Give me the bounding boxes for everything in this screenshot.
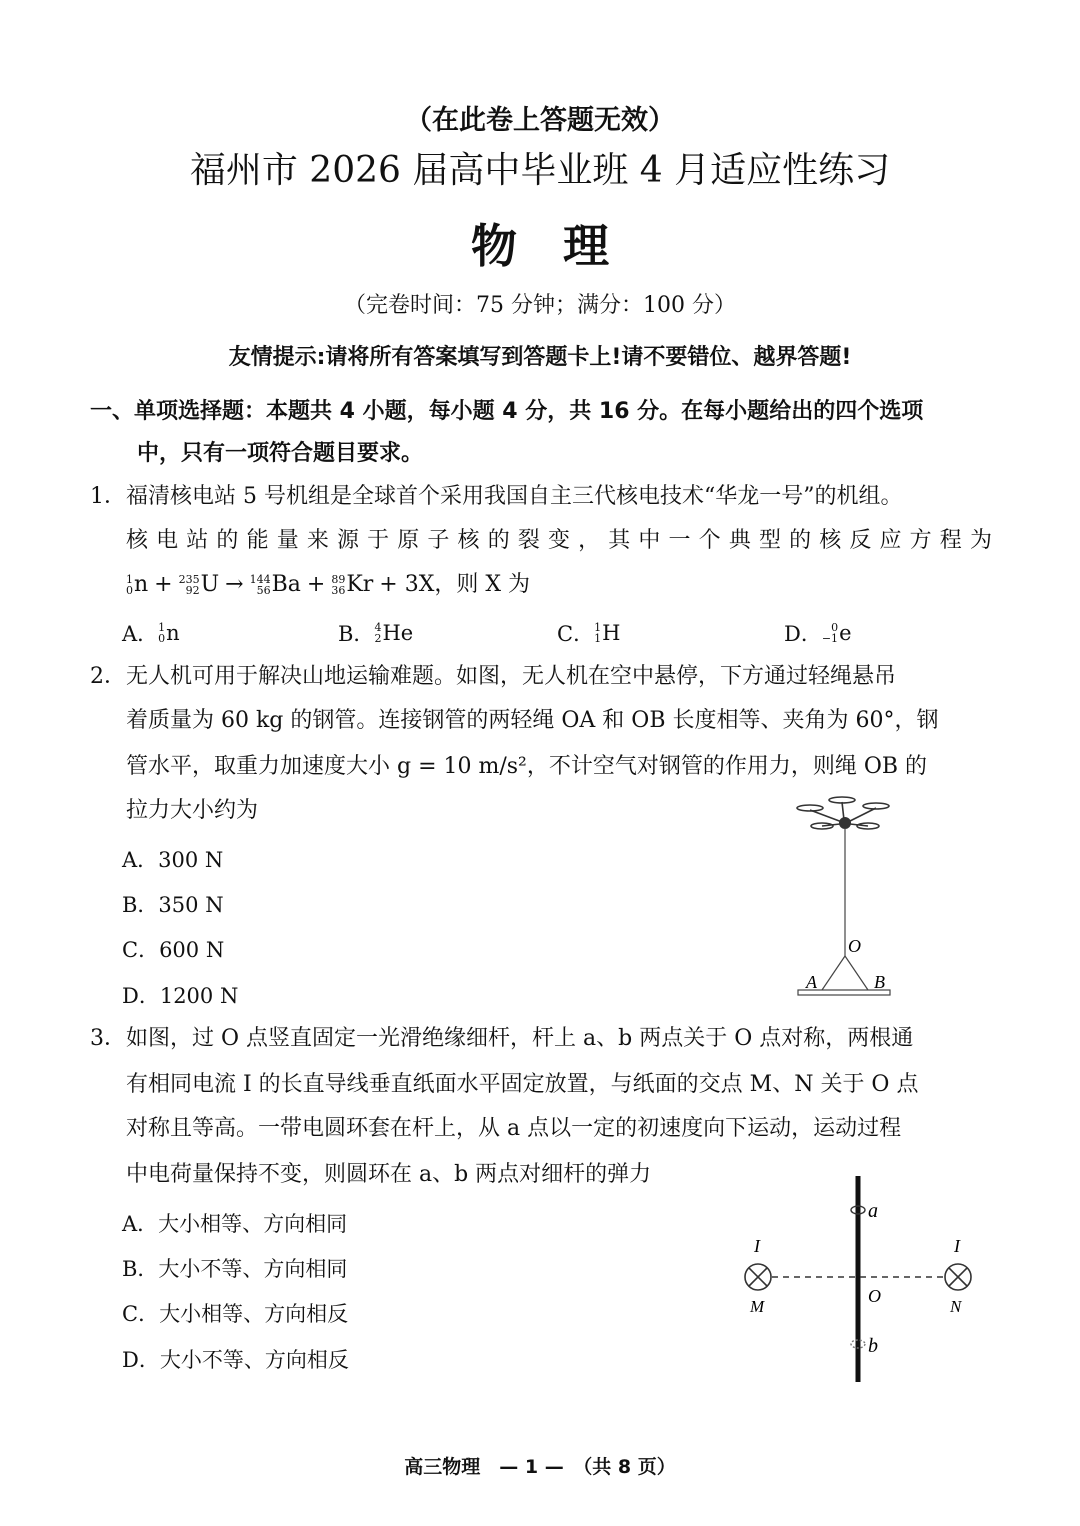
q1-line2-char: 应 [879,528,902,553]
q3-option-a: A．大小相等、方向相同 [122,1212,348,1236]
time-info: （完卷时间：75 分钟；满分：100 分） [344,293,736,318]
q1-line2-char: 为 [969,528,992,553]
drone-body [839,817,851,829]
q3-line1: 如图，过 O 点竖直固定一光滑绝缘细杆，杆上 a、b 两点关于 O 点对称，两根通 [126,1026,914,1051]
label-o: O [848,936,861,956]
q1-line2-char: 于 [367,528,390,553]
subject-title: 物 理 [471,219,609,273]
q1-line2-char: 电 [156,528,179,553]
label-i-left: I [754,1236,760,1256]
q2-option-c: C．600 N [122,938,225,962]
q3-option-b: B．大小不等、方向相同 [122,1257,348,1281]
q1-line2-char: 来 [306,528,329,553]
label-b: b [868,1335,878,1357]
q2-number: 2． [90,664,126,689]
q2-line4: 拉力大小约为 [126,798,259,823]
q1-line2-char: 其 [608,528,631,553]
section-1-line2: 中，只有一项符合题目要求。 [137,441,424,466]
q1-line2-char: 站 [186,528,209,553]
q1-line2-char: 能 [246,528,269,553]
equation-tail: + 3X [379,572,435,597]
neutron-nuclide: 1 0 n [126,572,149,597]
label-a: a [868,1200,878,1222]
q1-line2-char: 中 [638,528,661,553]
q1-line2-char: 一 [668,528,691,553]
q1-option-c: C． 1 1 H [557,621,621,646]
q3-number: 3． [90,1026,126,1051]
q2-option-b: B．350 N [122,893,224,917]
q1-number: 1． [90,484,126,509]
plus-sign: + [306,572,326,597]
q1-line2-char: 的 [216,528,239,553]
q1-equation [126,570,530,600]
equation-question: ，则 X 为 [434,572,531,597]
q1-line2-char: 程 [939,528,962,553]
q1-line2-char: 变 [547,528,570,553]
q1-line2-char: 方 [909,528,932,553]
friendly-tip: 友情提示:请将所有答案填写到答题卡上!请不要错位、越界答题! [228,345,852,370]
q3-line3: 对称且等高。一带电圆环套在杆上，从 a 点以一定的初速度向下运动，运动过程 [126,1116,902,1141]
q2-line3: 管水平，取重力加速度大小 g = 10 m/s²，不计空气对钢管的作用力，则绳 OB 的 [126,754,928,779]
label-b: B [874,972,885,992]
q1-line2-char: 的 [487,528,510,553]
q1-line2-char: 核 [819,528,842,553]
q2-option-a: A．300 N [122,848,224,872]
rope-ob [845,956,868,990]
q1-line2-char: 型 [758,528,781,553]
wire-m-icon [745,1264,771,1290]
q3-option-c: C．大小相等、方向相反 [122,1302,349,1326]
drone-figure [790,790,900,1002]
q3-line4: 中电荷量保持不变，则圆环在 a、b 两点对细杆的弹力 [126,1162,652,1187]
q2-option-d: D．1200 N [122,984,239,1008]
q1-line2-char: 反 [849,528,872,553]
label-o: O [868,1286,881,1306]
q1-line2-char: 个 [698,528,721,553]
page-footer: 高三物理 — 1 — （共 8 页） [404,1456,676,1478]
label-a: A [806,972,817,992]
wire-n-icon [945,1264,971,1290]
q1-line2-char: 子 [427,528,450,553]
q1-option-a: A． 1 0 n [122,621,180,646]
label-i-right: I [954,1236,960,1256]
q1-line2-char: 源 [336,528,359,553]
uranium-nuclide: 235 92 U [178,572,220,597]
q1-line2-char: 原 [397,528,420,553]
q3-line2: 有相同电流 I 的长直导线垂直纸面水平固定放置，与纸面的交点 M、N 关于 O 点 [126,1072,919,1097]
plus-sign: + [154,572,173,597]
reaction-arrow: → [225,572,244,597]
q1-line2-char: 裂 [517,528,540,553]
q1-line2 [126,526,992,556]
exam-title: 福州市 2026 届高中毕业班 4 月适应性练习 [189,150,891,191]
q1-line2-char: ， [578,528,601,553]
label-m: M [750,1297,765,1316]
q1-line2-char: 典 [728,528,751,553]
notice: （在此卷上答题无效） [405,105,675,136]
section-1-line1: 一、单项选择题：本题共 4 小题，每小题 4 分，共 16 分。在每小题给出的四个选项 [90,399,924,424]
q2-line1: 无人机可用于解决山地运输难题。如图，无人机在空中悬停，下方通过轻绳悬吊 [126,664,897,689]
rope-oa [822,956,845,990]
krypton-nuclide: 89 36 Kr [331,572,374,597]
q2-line2: 着质量为 60 kg 的钢管。连接钢管的两轻绳 OA 和 OB 长度相等、夹角为 60°，钢 [126,708,939,733]
q3-option-d: D．大小不等、方向相反 [122,1348,349,1372]
q1-line1: 福清核电站 5 号机组是全球首个采用我国自主三代核电技术“华龙一号”的机组。 [126,484,903,509]
q1-line2-char: 量 [276,528,299,553]
q1-line2-char: 的 [789,528,812,553]
rod-wires-figure [730,1172,990,1386]
q1-line2-char: 核 [126,528,149,553]
q1-line2-char: 核 [457,528,480,553]
q1-option-b: B． 4 2 He [338,621,414,646]
barium-nuclide: 144 56 Ba [249,572,301,597]
q1-option-d: D． 0 −1 e [784,621,852,646]
label-n: N [950,1297,962,1316]
